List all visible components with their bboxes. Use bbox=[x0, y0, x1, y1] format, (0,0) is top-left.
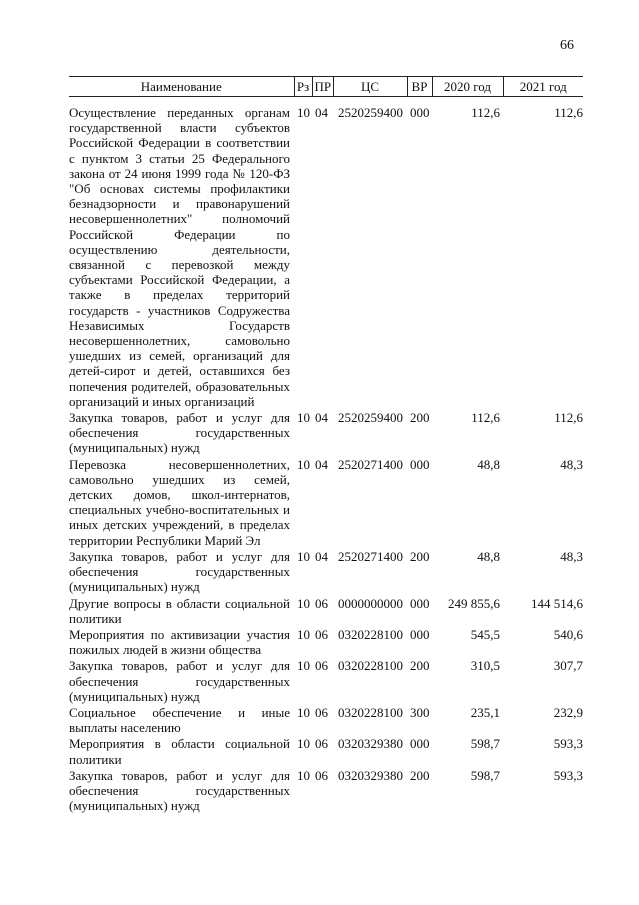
row-2021: 307,7 bbox=[553, 658, 583, 674]
table-row bbox=[69, 658, 583, 705]
page-number: 66 bbox=[560, 38, 574, 53]
row-vr: 000 bbox=[410, 105, 430, 120]
table-row bbox=[69, 549, 583, 596]
row-2020: 48,8 bbox=[477, 548, 500, 564]
row-2020: 235,1 bbox=[470, 704, 500, 720]
table-row bbox=[69, 736, 583, 767]
row-name: Осуществление переданных органам государственной власти субъектов Российской Федерации в соответствии с пунктом 3 статьи 25 Федерального закона от 24 июня 1999 года № 120-ФЗ "Об основах системы профилактики безнадзорности и правонарушений несовершеннолетних" полномочий Российской Федерации по осуществлению деятельности, связанной с перевозкой между субъектами Российской Федерации, а также в пределах территорий государств - участников Содружества Независимых Государств несовершеннолетних, самовольно ушедших из семей, организаций для детей-сирот и детей, оставшихся без попечения родителей, образовательных организаций и иных организаций bbox=[69, 105, 290, 409]
row-2021: 540,6 bbox=[553, 626, 583, 642]
row-2020: 545,5 bbox=[470, 626, 500, 642]
row-name: Мероприятия в области социальной политики bbox=[69, 736, 290, 767]
row-2021: 593,3 bbox=[553, 736, 583, 752]
row-rz: 10 bbox=[297, 595, 310, 611]
row-rz: 10 bbox=[297, 704, 310, 720]
row-2020: 48,8 bbox=[477, 456, 500, 472]
header-2020: 2020 год bbox=[432, 77, 503, 97]
row-rz: 10 bbox=[297, 456, 310, 472]
row-cs: 0000000000 bbox=[338, 595, 403, 611]
row-vr: 200 bbox=[410, 767, 430, 783]
row-name: Закупка товаров, работ и услуг для обеспечения государственных (муниципальных) нужд bbox=[69, 410, 290, 456]
row-vr: 200 bbox=[410, 410, 430, 426]
row-vr: 300 bbox=[410, 704, 430, 720]
row-name: Закупка товаров, работ и услуг для обеспечения государственных (муниципальных) нужд bbox=[69, 767, 290, 814]
table-row bbox=[69, 768, 583, 815]
row-rz: 10 bbox=[297, 410, 310, 426]
row-rz: 10 bbox=[297, 767, 310, 783]
row-vr: 000 bbox=[410, 736, 430, 752]
row-rz: 10 bbox=[297, 626, 310, 642]
table-row bbox=[69, 410, 583, 457]
row-rz: 10 bbox=[297, 736, 310, 752]
row-name: Другие вопросы в области социальной политики bbox=[69, 595, 290, 626]
row-2020: 310,5 bbox=[470, 658, 500, 674]
row-cs: 0320228100 bbox=[338, 626, 403, 642]
row-cs: 0320228100 bbox=[338, 658, 403, 674]
row-pr: 06 bbox=[315, 626, 328, 642]
table-row bbox=[69, 457, 583, 549]
row-name: Мероприятия по активизации участия пожилых людей в жизни общества bbox=[69, 626, 290, 658]
table-row bbox=[69, 97, 583, 411]
row-name: Перевозка несовершеннолетних, самовольно ушедших из семей, детских домов, школ-интернатов, специальных учебно-воспитательных и иных детских учреждений, в пределах территории Республики Марий Эл bbox=[69, 456, 290, 548]
row-pr: 06 bbox=[315, 767, 328, 783]
budget-table bbox=[69, 76, 583, 814]
row-vr: 200 bbox=[410, 658, 430, 674]
row-pr: 04 bbox=[315, 456, 328, 472]
row-vr: 200 bbox=[410, 548, 430, 564]
row-cs: 0320228100 bbox=[338, 704, 403, 720]
row-2020: 249 855,6 bbox=[448, 595, 500, 611]
row-cs: 0320329380 bbox=[338, 736, 403, 752]
row-pr: 06 bbox=[315, 704, 328, 720]
row-2020: 598,7 bbox=[470, 736, 500, 752]
row-cs: 0320329380 bbox=[338, 767, 403, 783]
table-header bbox=[69, 77, 583, 97]
header-pr: ПР bbox=[312, 77, 333, 97]
row-name: Социальное обеспечение и иные выплаты населению bbox=[69, 704, 290, 736]
row-2021: 112,6 bbox=[554, 410, 583, 426]
row-vr: 000 bbox=[410, 626, 430, 642]
row-rz: 10 bbox=[297, 105, 310, 120]
row-cs: 2520271400 bbox=[338, 548, 403, 564]
row-name: Закупка товаров, работ и услуг для обеспечения государственных (муниципальных) нужд bbox=[69, 548, 290, 595]
table-row bbox=[69, 705, 583, 736]
header-2021: 2021 год bbox=[503, 77, 583, 97]
header-vr: ВР bbox=[407, 77, 432, 97]
header-name: Наименование bbox=[69, 77, 294, 97]
row-2021: 144 514,6 bbox=[531, 595, 583, 611]
row-cs: 2520259400 bbox=[338, 410, 403, 426]
row-2021: 593,3 bbox=[553, 767, 583, 783]
row-cs: 2520259400 bbox=[338, 105, 403, 120]
row-name: Закупка товаров, работ и услуг для обеспечения государственных (муниципальных) нужд bbox=[69, 658, 290, 704]
row-2020: 112,6 bbox=[471, 105, 500, 120]
row-2021: 232,9 bbox=[553, 704, 583, 720]
row-pr: 04 bbox=[315, 105, 328, 120]
row-2020: 112,6 bbox=[471, 410, 500, 426]
header-cs: ЦС bbox=[333, 77, 407, 97]
row-2021: 48,3 bbox=[560, 548, 583, 564]
row-2020: 598,7 bbox=[470, 767, 500, 783]
row-vr: 000 bbox=[410, 595, 430, 611]
row-2021: 112,6 bbox=[554, 105, 583, 120]
row-vr: 000 bbox=[410, 456, 430, 472]
table-body bbox=[69, 97, 583, 815]
row-pr: 04 bbox=[315, 548, 328, 564]
row-rz: 10 bbox=[297, 548, 310, 564]
row-rz: 10 bbox=[297, 658, 310, 674]
row-pr: 04 bbox=[315, 410, 328, 426]
row-pr: 06 bbox=[315, 658, 328, 674]
header-rz: Рз bbox=[294, 77, 312, 97]
row-pr: 06 bbox=[315, 595, 328, 611]
table-row bbox=[69, 596, 583, 627]
row-2021: 48,3 bbox=[560, 456, 583, 472]
row-pr: 06 bbox=[315, 736, 328, 752]
table-row bbox=[69, 627, 583, 658]
row-cs: 2520271400 bbox=[338, 456, 403, 472]
